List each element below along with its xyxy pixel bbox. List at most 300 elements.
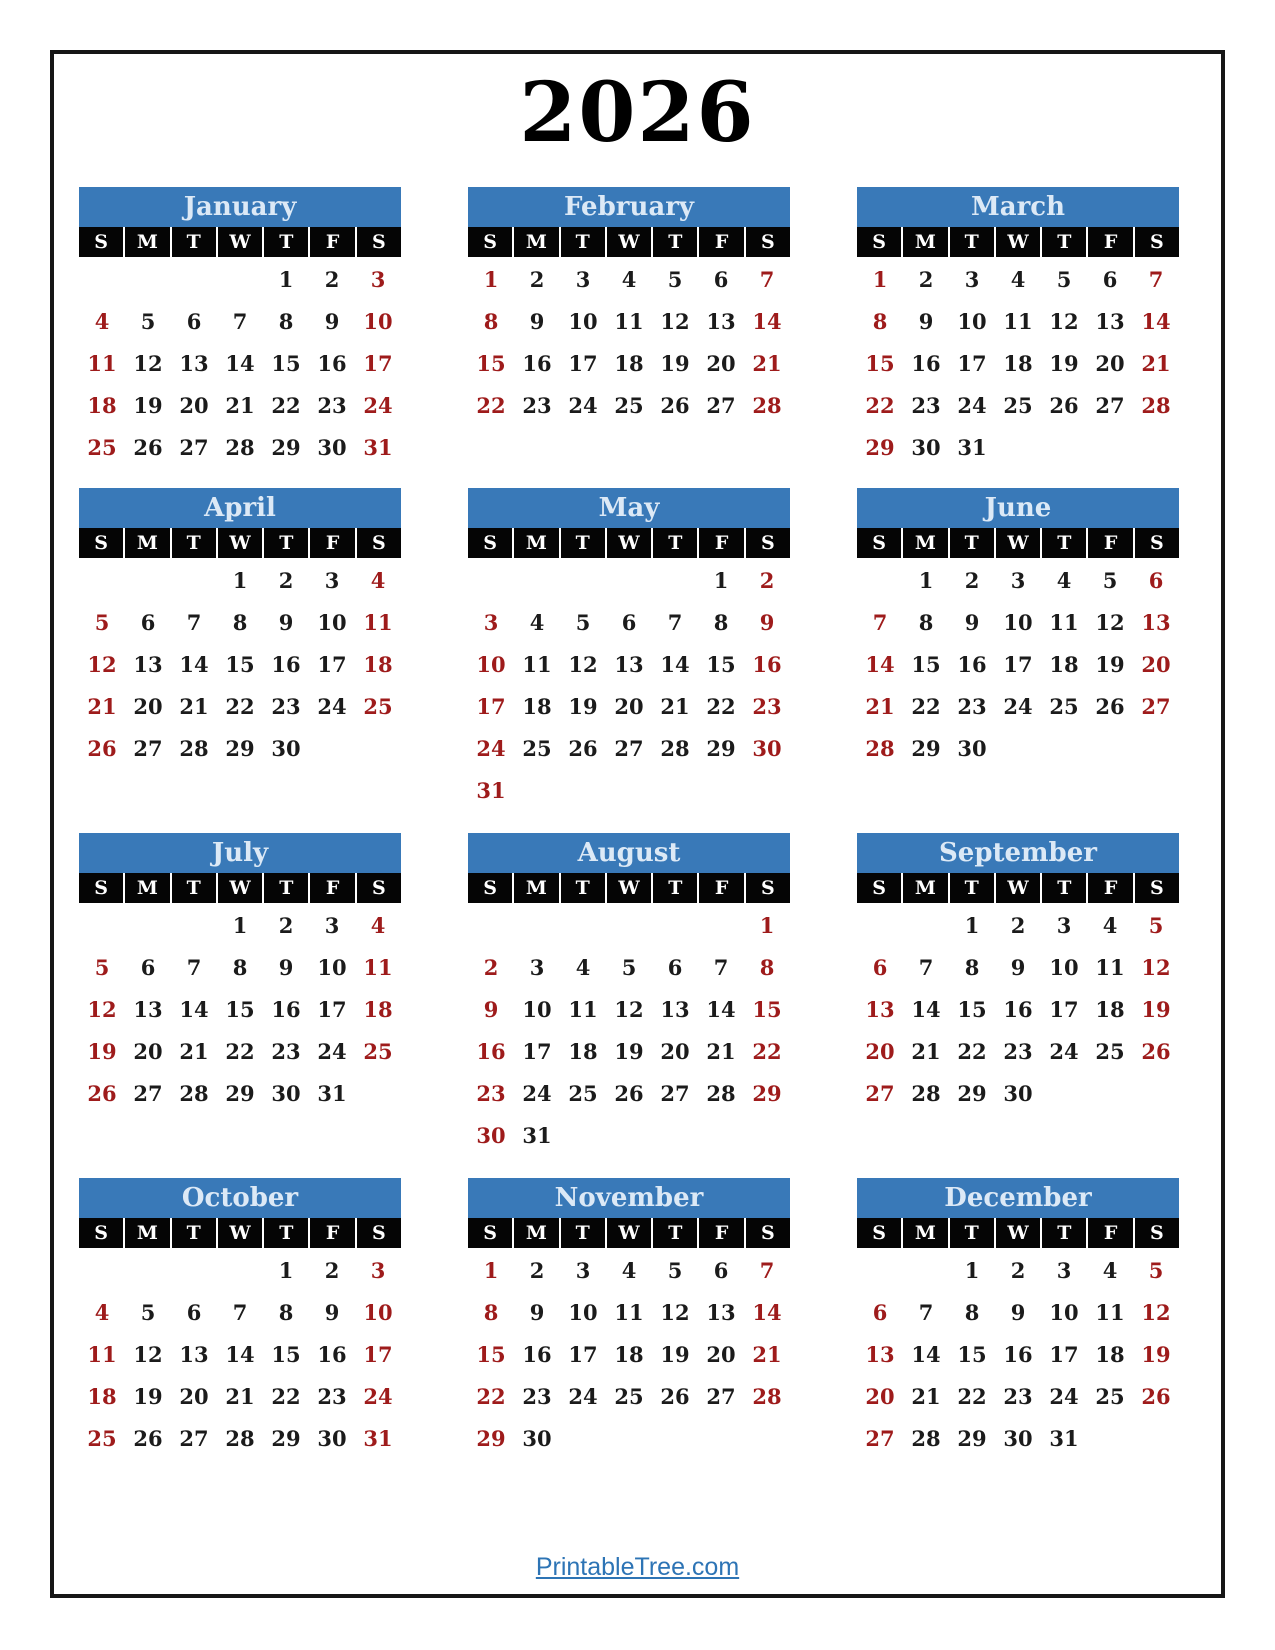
date-cell: 26 (1141, 1038, 1171, 1064)
date-cell: 1 (964, 1257, 980, 1283)
date-cell: 26 (87, 1080, 117, 1106)
date-cell: 14 (179, 651, 209, 677)
date-cell: 14 (752, 1299, 782, 1325)
date-cell: 21 (660, 693, 690, 719)
date-cell: 6 (713, 1257, 729, 1283)
date-cell: 5 (667, 266, 683, 292)
date-cell: 19 (660, 350, 690, 376)
date-cell: 30 (476, 1122, 506, 1148)
weekday-cell: S (79, 873, 123, 903)
date-cell: 23 (317, 1383, 347, 1409)
date-cell: 3 (575, 1257, 591, 1283)
date-cell: 26 (1095, 693, 1125, 719)
month-header: July (79, 833, 401, 873)
date-cell: 7 (918, 1299, 934, 1325)
empty-date-cell (171, 904, 217, 946)
date-cell: 5 (140, 1299, 156, 1325)
date-cell: 16 (271, 651, 301, 677)
date-cell: 5 (621, 954, 637, 980)
weekday-cell: T (1042, 227, 1086, 257)
date-cell: 9 (1010, 1299, 1026, 1325)
date-cell: 30 (317, 1425, 347, 1451)
date-cell: 4 (94, 308, 110, 334)
date-cell: 10 (568, 1299, 598, 1325)
empty-date-cell (125, 904, 171, 946)
weekday-cell: S (857, 1218, 901, 1248)
date-cell: 23 (522, 1383, 552, 1409)
date-cell: 3 (964, 266, 980, 292)
date-cell: 19 (614, 1038, 644, 1064)
date-cell: 24 (317, 1038, 347, 1064)
date-cell: 24 (568, 392, 598, 418)
weekday-cell: W (996, 227, 1040, 257)
date-cell: 25 (614, 1383, 644, 1409)
date-cell: 15 (865, 350, 895, 376)
weekday-cell: M (125, 1218, 169, 1248)
weekday-cell: T (264, 873, 308, 903)
date-cell: 26 (660, 1383, 690, 1409)
date-cell: 31 (317, 1080, 347, 1106)
empty-date-cell (744, 769, 790, 811)
date-cell: 13 (133, 996, 163, 1022)
date-cell: 6 (186, 308, 202, 334)
date-cell: 28 (911, 1425, 941, 1451)
date-cell: 29 (271, 434, 301, 460)
month-dates-grid (857, 903, 1179, 1114)
weekday-cell: S (746, 1218, 790, 1248)
empty-date-cell (125, 559, 171, 601)
date-cell: 20 (179, 1383, 209, 1409)
weekday-cell: F (310, 227, 354, 257)
date-cell: 10 (363, 1299, 393, 1325)
date-cell: 10 (1049, 1299, 1079, 1325)
weekday-cell: T (561, 528, 605, 558)
date-cell: 27 (865, 1080, 895, 1106)
weekday-cell: F (310, 873, 354, 903)
date-cell: 17 (317, 996, 347, 1022)
date-cell: 25 (522, 735, 552, 761)
date-cell: 29 (225, 735, 255, 761)
empty-date-cell (1133, 1417, 1179, 1459)
date-cell: 27 (660, 1080, 690, 1106)
date-cell: 30 (957, 735, 987, 761)
empty-date-cell (1133, 1072, 1179, 1114)
weekday-cell: T (264, 528, 308, 558)
empty-date-cell (606, 559, 652, 601)
weekday-cell: T (172, 873, 216, 903)
date-cell: 8 (918, 609, 934, 635)
date-cell: 14 (1141, 308, 1171, 334)
date-cell: 12 (660, 1299, 690, 1325)
date-cell: 15 (957, 1341, 987, 1367)
date-cell: 2 (964, 567, 980, 593)
weekday-cell: T (561, 1218, 605, 1248)
date-cell: 13 (865, 1341, 895, 1367)
month-august (468, 833, 790, 1156)
date-cell: 12 (87, 651, 117, 677)
date-cell: 18 (1003, 350, 1033, 376)
date-cell: 13 (1095, 308, 1125, 334)
weekday-cell: T (1042, 1218, 1086, 1248)
empty-date-cell (698, 904, 744, 946)
date-cell: 8 (483, 1299, 499, 1325)
date-cell: 14 (752, 308, 782, 334)
date-cell: 13 (865, 996, 895, 1022)
date-cell: 9 (324, 308, 340, 334)
weekday-cell: S (746, 227, 790, 257)
empty-date-cell (1087, 1072, 1133, 1114)
weekday-cell: S (857, 873, 901, 903)
date-cell: 24 (1049, 1038, 1079, 1064)
weekday-cell: F (699, 1218, 743, 1248)
date-cell: 20 (660, 1038, 690, 1064)
empty-date-cell (560, 904, 606, 946)
empty-date-cell (903, 904, 949, 946)
empty-date-cell (1041, 1072, 1087, 1114)
date-cell: 10 (568, 308, 598, 334)
date-cell: 18 (87, 1383, 117, 1409)
date-cell: 11 (1095, 954, 1125, 980)
weekday-cell: T (172, 227, 216, 257)
empty-date-cell (560, 1417, 606, 1459)
date-cell: 6 (667, 954, 683, 980)
date-cell: 2 (324, 266, 340, 292)
date-cell: 3 (324, 912, 340, 938)
date-cell: 9 (324, 1299, 340, 1325)
date-cell: 3 (529, 954, 545, 980)
date-cell: 29 (957, 1425, 987, 1451)
date-cell: 25 (87, 434, 117, 460)
date-cell: 30 (522, 1425, 552, 1451)
date-cell: 23 (911, 392, 941, 418)
date-cell: 23 (752, 693, 782, 719)
footer-link[interactable]: PrintableTree.com (535, 1553, 740, 1581)
date-cell: 27 (133, 735, 163, 761)
date-cell: 12 (614, 996, 644, 1022)
empty-date-cell (171, 1249, 217, 1291)
date-cell: 7 (667, 609, 683, 635)
date-cell: 28 (179, 735, 209, 761)
date-cell: 16 (522, 1341, 552, 1367)
date-cell: 24 (1049, 1383, 1079, 1409)
date-cell: 25 (1095, 1038, 1125, 1064)
date-cell: 15 (271, 1341, 301, 1367)
date-cell: 23 (476, 1080, 506, 1106)
date-cell: 30 (317, 434, 347, 460)
weekday-cell: F (699, 227, 743, 257)
weekday-cell: M (903, 227, 947, 257)
date-cell: 9 (759, 609, 775, 635)
date-cell: 21 (752, 350, 782, 376)
weekday-header-row (468, 227, 790, 257)
date-cell: 2 (529, 266, 545, 292)
date-cell: 9 (278, 609, 294, 635)
date-cell: 10 (476, 651, 506, 677)
date-cell: 21 (225, 392, 255, 418)
weekday-cell: S (746, 528, 790, 558)
empty-date-cell (1041, 426, 1087, 468)
date-cell: 27 (865, 1425, 895, 1451)
month-dates-grid (79, 257, 401, 468)
date-cell: 26 (614, 1080, 644, 1106)
date-cell: 8 (872, 308, 888, 334)
date-cell: 5 (94, 609, 110, 635)
calendar-page (50, 50, 1225, 1598)
month-header: April (79, 488, 401, 528)
date-cell: 18 (363, 996, 393, 1022)
date-cell: 22 (911, 693, 941, 719)
date-cell: 27 (706, 392, 736, 418)
date-cell: 19 (133, 1383, 163, 1409)
date-cell: 15 (911, 651, 941, 677)
date-cell: 6 (140, 954, 156, 980)
date-cell: 7 (918, 954, 934, 980)
date-cell: 18 (1049, 651, 1079, 677)
weekday-cell: F (699, 873, 743, 903)
date-cell: 21 (1141, 350, 1171, 376)
date-cell: 15 (271, 350, 301, 376)
empty-date-cell (514, 769, 560, 811)
date-cell: 11 (87, 1341, 117, 1367)
date-cell: 13 (706, 1299, 736, 1325)
date-cell: 6 (1148, 567, 1164, 593)
date-cell: 18 (522, 693, 552, 719)
date-cell: 3 (575, 266, 591, 292)
date-cell: 19 (660, 1341, 690, 1367)
weekday-cell: S (1135, 1218, 1179, 1248)
date-cell: 11 (1095, 1299, 1125, 1325)
date-cell: 4 (1102, 1257, 1118, 1283)
date-cell: 10 (522, 996, 552, 1022)
weekday-cell: T (264, 1218, 308, 1248)
date-cell: 2 (483, 954, 499, 980)
date-cell: 9 (529, 1299, 545, 1325)
months-grid (79, 187, 1221, 1459)
empty-date-cell (698, 1114, 744, 1156)
date-cell: 8 (232, 609, 248, 635)
date-cell: 24 (522, 1080, 552, 1106)
date-cell: 11 (522, 651, 552, 677)
date-cell: 15 (957, 996, 987, 1022)
date-cell: 15 (476, 350, 506, 376)
date-cell: 12 (1141, 954, 1171, 980)
date-cell: 20 (706, 350, 736, 376)
weekday-cell: S (79, 528, 123, 558)
empty-date-cell (1041, 727, 1087, 769)
month-january (79, 187, 401, 468)
date-cell: 13 (614, 651, 644, 677)
date-cell: 25 (614, 392, 644, 418)
date-cell: 28 (752, 392, 782, 418)
date-cell: 12 (660, 308, 690, 334)
date-cell: 21 (865, 693, 895, 719)
date-cell: 27 (706, 1383, 736, 1409)
empty-date-cell (606, 769, 652, 811)
empty-date-cell (995, 426, 1041, 468)
month-september (857, 833, 1179, 1114)
empty-date-cell (652, 769, 698, 811)
weekday-cell: T (653, 528, 697, 558)
date-cell: 17 (363, 1341, 393, 1367)
date-cell: 4 (1056, 567, 1072, 593)
empty-date-cell (560, 559, 606, 601)
date-cell: 4 (370, 912, 386, 938)
weekday-cell: T (950, 873, 994, 903)
date-cell: 29 (476, 1425, 506, 1451)
date-cell: 31 (476, 777, 506, 803)
date-cell: 16 (957, 651, 987, 677)
date-cell: 14 (706, 996, 736, 1022)
date-cell: 16 (1003, 996, 1033, 1022)
month-header: February (468, 187, 790, 227)
weekday-cell: S (1135, 528, 1179, 558)
weekday-header-row (468, 528, 790, 558)
weekday-cell: W (996, 873, 1040, 903)
date-cell: 1 (918, 567, 934, 593)
date-cell: 13 (133, 651, 163, 677)
weekday-cell: F (1088, 873, 1132, 903)
month-dates-grid (79, 1248, 401, 1459)
date-cell: 17 (1049, 996, 1079, 1022)
date-cell: 11 (614, 308, 644, 334)
weekday-cell: S (468, 873, 512, 903)
empty-date-cell (468, 904, 514, 946)
date-cell: 14 (911, 996, 941, 1022)
date-cell: 22 (225, 1038, 255, 1064)
weekday-cell: T (561, 873, 605, 903)
date-cell: 18 (87, 392, 117, 418)
date-cell: 20 (1095, 350, 1125, 376)
weekday-cell: S (1135, 873, 1179, 903)
weekday-cell: F (699, 528, 743, 558)
date-cell: 29 (865, 434, 895, 460)
date-cell: 4 (94, 1299, 110, 1325)
weekday-cell: M (903, 873, 947, 903)
date-cell: 4 (621, 1257, 637, 1283)
date-cell: 26 (660, 392, 690, 418)
date-cell: 21 (911, 1038, 941, 1064)
date-cell: 24 (317, 693, 347, 719)
weekday-cell: W (996, 1218, 1040, 1248)
empty-date-cell (355, 727, 401, 769)
weekday-cell: W (996, 528, 1040, 558)
date-cell: 4 (575, 954, 591, 980)
date-cell: 18 (1095, 1341, 1125, 1367)
date-cell: 6 (872, 954, 888, 980)
date-cell: 6 (621, 609, 637, 635)
date-cell: 8 (759, 954, 775, 980)
empty-date-cell (1133, 727, 1179, 769)
date-cell: 25 (1095, 1383, 1125, 1409)
date-cell: 1 (483, 266, 499, 292)
weekday-cell: W (607, 873, 651, 903)
date-cell: 28 (752, 1383, 782, 1409)
date-cell: 13 (660, 996, 690, 1022)
month-november (468, 1178, 790, 1459)
month-dates-grid (857, 1248, 1179, 1459)
date-cell: 9 (278, 954, 294, 980)
empty-date-cell (171, 559, 217, 601)
date-cell: 4 (529, 609, 545, 635)
date-cell: 28 (706, 1080, 736, 1106)
date-cell: 15 (706, 651, 736, 677)
month-dates-grid (468, 558, 790, 811)
empty-date-cell (514, 904, 560, 946)
weekday-cell: T (172, 528, 216, 558)
date-cell: 15 (476, 1341, 506, 1367)
date-cell: 25 (363, 693, 393, 719)
date-cell: 11 (363, 609, 393, 635)
date-cell: 1 (872, 266, 888, 292)
date-cell: 3 (370, 1257, 386, 1283)
date-cell: 13 (1141, 609, 1171, 635)
date-cell: 5 (94, 954, 110, 980)
date-cell: 22 (476, 392, 506, 418)
empty-date-cell (171, 258, 217, 300)
date-cell: 17 (476, 693, 506, 719)
date-cell: 27 (133, 1080, 163, 1106)
date-cell: 25 (363, 1038, 393, 1064)
date-cell: 19 (1141, 996, 1171, 1022)
month-may (468, 488, 790, 811)
month-header: January (79, 187, 401, 227)
date-cell: 7 (186, 609, 202, 635)
date-cell: 16 (1003, 1341, 1033, 1367)
weekday-cell: S (357, 1218, 401, 1248)
date-cell: 13 (179, 350, 209, 376)
weekday-cell: S (468, 528, 512, 558)
date-cell: 10 (1003, 609, 1033, 635)
date-cell: 1 (232, 912, 248, 938)
weekday-cell: W (218, 528, 262, 558)
date-cell: 27 (179, 1425, 209, 1451)
date-cell: 10 (363, 308, 393, 334)
date-cell: 5 (575, 609, 591, 635)
date-cell: 29 (225, 1080, 255, 1106)
weekday-cell: M (125, 528, 169, 558)
month-july (79, 833, 401, 1114)
date-cell: 17 (957, 350, 987, 376)
date-cell: 23 (1003, 1383, 1033, 1409)
date-cell: 12 (1049, 308, 1079, 334)
date-cell: 22 (957, 1383, 987, 1409)
date-cell: 9 (483, 996, 499, 1022)
date-cell: 11 (363, 954, 393, 980)
date-cell: 25 (1003, 392, 1033, 418)
date-cell: 25 (568, 1080, 598, 1106)
date-cell: 20 (865, 1383, 895, 1409)
date-cell: 19 (133, 392, 163, 418)
date-cell: 20 (614, 693, 644, 719)
month-header: November (468, 1178, 790, 1218)
date-cell: 8 (964, 1299, 980, 1325)
weekday-cell: F (1088, 227, 1132, 257)
empty-date-cell (744, 1417, 790, 1459)
weekday-cell: F (1088, 528, 1132, 558)
date-cell: 12 (1095, 609, 1125, 635)
month-header: August (468, 833, 790, 873)
empty-date-cell (857, 1249, 903, 1291)
date-cell: 23 (522, 392, 552, 418)
date-cell: 16 (317, 350, 347, 376)
date-cell: 16 (752, 651, 782, 677)
date-cell: 27 (1095, 392, 1125, 418)
weekday-cell: W (607, 1218, 651, 1248)
date-cell: 12 (133, 350, 163, 376)
date-cell: 22 (271, 392, 301, 418)
date-cell: 14 (225, 1341, 255, 1367)
date-cell: 30 (271, 1080, 301, 1106)
